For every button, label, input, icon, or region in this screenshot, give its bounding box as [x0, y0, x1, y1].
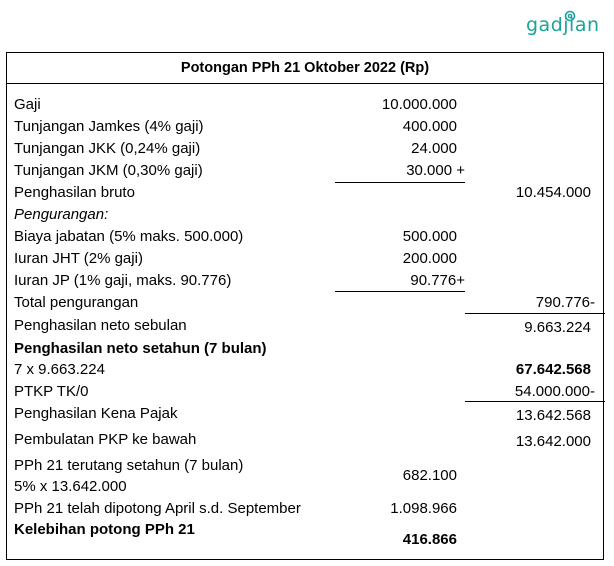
row-value-jkm: 30.000 + — [406, 162, 465, 179]
row-value-pkp: 13.642.568 — [515, 407, 591, 424]
row-value-biaya-jabatan: 500.000 — [402, 228, 457, 245]
row-value-pembulatan: 13.642.000 — [515, 433, 591, 450]
row-label-jkk: Tunjangan JKK (0,24% gaji) — [14, 140, 201, 157]
row-label-gaji: Gaji — [14, 96, 41, 113]
row-value-jamkes: 400.000 — [402, 118, 457, 135]
table-title: Potongan PPh 21 Oktober 2022 (Rp) — [7, 53, 603, 84]
row-value-jp: 90.776+ — [410, 272, 465, 289]
row-label-pkp: Penghasilan Kena Pajak — [14, 405, 178, 422]
row-label-jht: Iuran JHT (2% gaji) — [14, 250, 143, 267]
row-label-jp: Iuran JP (1% gaji, maks. 90.776) — [14, 272, 232, 289]
row-label-pph-dipotong: PPh 21 telah dipotong April s.d. September — [14, 500, 301, 517]
logo-text: gadjian — [526, 14, 600, 36]
row-label-neto-calc: 7 x 9.663.224 — [14, 361, 105, 378]
row-label-biaya-jabatan: Biaya jabatan (5% maks. 500.000) — [14, 228, 244, 245]
row-value-bruto: 10.454.000 — [515, 184, 591, 201]
row-value-jkk: 24.000 — [411, 140, 457, 157]
row-value-jht: 200.000 — [402, 250, 457, 267]
row-label-bruto: Penghasilan bruto — [14, 184, 135, 201]
row-label-jamkes: Tunjangan Jamkes (4% gaji) — [14, 118, 204, 135]
row-value-neto-setahun: 67.642.568 — [515, 361, 591, 378]
row-label-kelebihan: Kelebihan potong PPh 21 — [14, 521, 195, 538]
row-label-pembulatan: Pembulatan PKP ke bawah — [14, 431, 197, 448]
section-label-pengurangan: Pengurangan: — [14, 206, 109, 223]
row-value-pph-terutang: 682.100 — [402, 467, 457, 484]
row-label-neto-setahun: Penghasilan neto setahun (7 bulan) — [14, 340, 267, 357]
row-value-neto-sebulan: 9.663.224 — [524, 319, 591, 336]
tax-calculation-table — [6, 52, 604, 560]
logo-swirl-icon — [564, 10, 576, 22]
row-value-pph-dipotong: 1.098.966 — [390, 500, 457, 517]
row-value-gaji: 10.000.000 — [381, 96, 457, 113]
row-value-ptkp: 54.000.000- — [514, 383, 595, 400]
row-label-neto-sebulan: Penghasilan neto sebulan — [14, 317, 187, 334]
row-label-pph-terutang-calc: 5% x 13.642.000 — [14, 478, 127, 495]
row-label-pph-terutang: PPh 21 terutang setahun (7 bulan) — [14, 457, 244, 474]
row-label-ptkp: PTKP TK/0 — [14, 383, 89, 400]
row-value-total-pengurangan: 790.776- — [535, 294, 595, 311]
subtotal-line-income — [335, 182, 465, 183]
subtotal-line-neto — [465, 313, 605, 314]
row-label-total-pengurangan: Total pengurangan — [14, 294, 139, 311]
row-label-jkm: Tunjangan JKM (0,30% gaji) — [14, 162, 203, 179]
subtotal-line-deductions — [335, 291, 465, 292]
brand-logo — [526, 10, 610, 38]
subtotal-line-pkp — [465, 401, 605, 402]
row-value-kelebihan: 416.866 — [402, 531, 457, 548]
